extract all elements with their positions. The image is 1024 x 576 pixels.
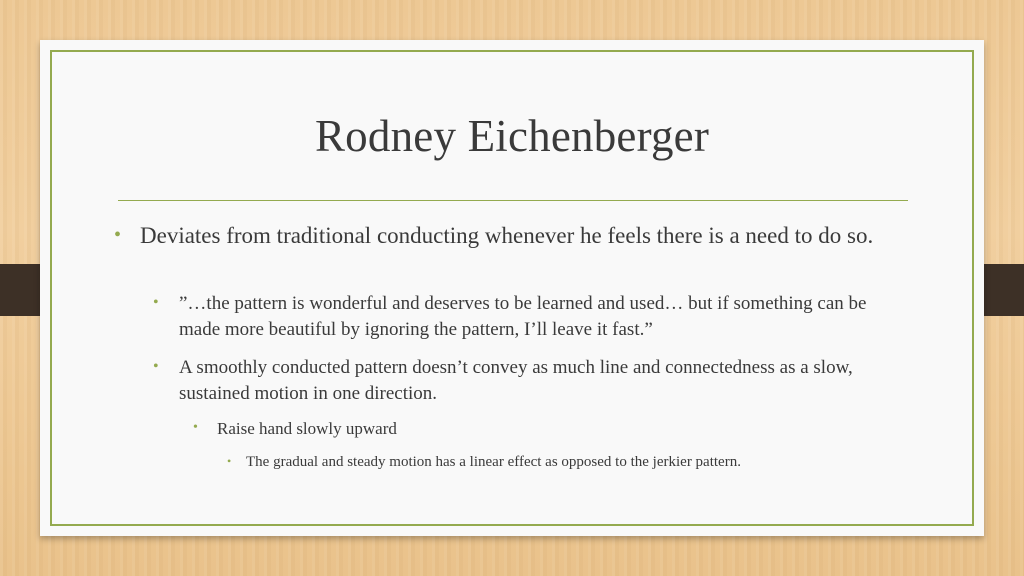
bullet-text: Raise hand slowly upward	[217, 419, 397, 438]
bullet-item-level-3	[193, 417, 867, 441]
bullet-text: A smoothly conducted pattern doesn’t convey as much line and connectedness as a slow, sustained motion in one direction.	[179, 357, 853, 404]
bullet-dot-icon: •	[153, 358, 159, 375]
bullet-dot-icon: •	[114, 224, 122, 246]
title-divider	[118, 200, 908, 201]
bullet-dot-icon: •	[193, 420, 198, 435]
bullet-text: The gradual and steady motion has a linear effect as opposed to the jerkier pattern.	[246, 454, 741, 470]
bullet-dot-icon: •	[227, 454, 232, 468]
bullet-item-level-2	[153, 355, 899, 407]
bullet-text: Deviates from traditional conducting whenever he feels there is a need to do so.	[140, 223, 874, 248]
slide-card	[40, 40, 984, 536]
bullet-item-level-2	[153, 291, 899, 343]
bullet-dot-icon: •	[153, 294, 159, 311]
bullet-item-level-1	[114, 220, 910, 252]
slide-title: Rodney Eichenberger	[314, 111, 710, 161]
bullet-item-level-4	[227, 451, 896, 473]
bullet-text: ”…the pattern is wonderful and deserves to be learned and used… but if something can be made more beautiful by ignoring the pattern, I’ll leave it fast.”	[179, 293, 867, 340]
